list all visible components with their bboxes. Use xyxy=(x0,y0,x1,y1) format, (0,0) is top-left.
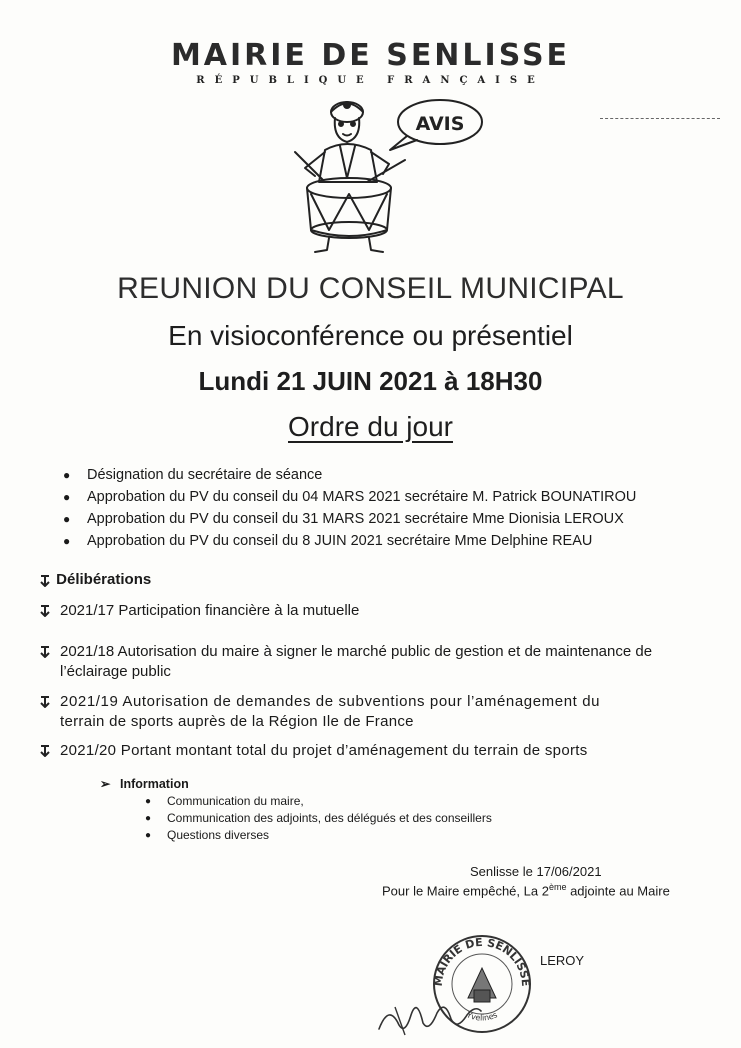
bullet-icon: ● xyxy=(63,534,71,548)
bullet-icon: ● xyxy=(145,830,152,841)
svg-text:MAIRIE DE SENLISSE: MAIRIE DE SENLISSE xyxy=(431,935,533,987)
decorative-dashes xyxy=(600,118,720,119)
signature-date: Senlisse le 17/06/2021 xyxy=(470,864,602,879)
pushpin-icon xyxy=(38,573,52,587)
deliberations-heading: Délibérations xyxy=(38,571,151,588)
bullet-icon: ● xyxy=(63,490,71,504)
svg-text:Yvelines: Yvelines xyxy=(465,1010,499,1023)
bullet-icon: ● xyxy=(63,512,71,526)
mairie-header: MAIRIE DE SENLISSE xyxy=(170,38,571,73)
information-heading: ➢ Information xyxy=(100,777,189,791)
deliberation-item: 2021/19 Autorisation de demandes de subventions pour l’aménagement du terrain de sports auprès de la Région Ile de France xyxy=(38,692,708,734)
bullet-icon: ● xyxy=(145,813,152,824)
meeting-date: Lundi 21 JUIN 2021 à 18H30 xyxy=(198,366,543,396)
republique-subtitle: RÉPUBLIQUE FRANÇAISE xyxy=(196,75,545,86)
deliberation-item: 2021/20 Portant montant total du projet d’aménagement du terrain de sports xyxy=(38,741,708,761)
pushpin-icon xyxy=(38,603,52,617)
drummer-town-crier-icon xyxy=(285,90,490,255)
agenda-heading: Ordre du jour xyxy=(288,411,453,442)
bullet-icon: ● xyxy=(145,796,152,807)
meeting-mode: En visioconférence ou présentiel xyxy=(168,320,573,351)
signatory-title: Pour le Maire empêché, La 2ème adjointe au Maire xyxy=(382,882,670,899)
speech-bubble-text: AVIS xyxy=(415,113,465,135)
arrow-icon: ➢ xyxy=(100,777,111,791)
pushpin-icon xyxy=(38,743,52,757)
deliberation-item: 2021/17 Participation financière à la mutuelle xyxy=(38,601,698,621)
deliberation-item: 2021/18 Autorisation du maire à signer le marché public de gestion et de maintenance de l’éclairage public xyxy=(38,642,708,684)
pushpin-icon xyxy=(38,694,52,708)
handwritten-signature xyxy=(375,985,485,1040)
signatory-name: LEROY xyxy=(540,953,585,968)
pushpin-icon xyxy=(38,644,52,658)
bullet-icon: ● xyxy=(63,468,71,482)
meeting-title: REUNION DU CONSEIL MUNICIPAL xyxy=(117,272,624,305)
